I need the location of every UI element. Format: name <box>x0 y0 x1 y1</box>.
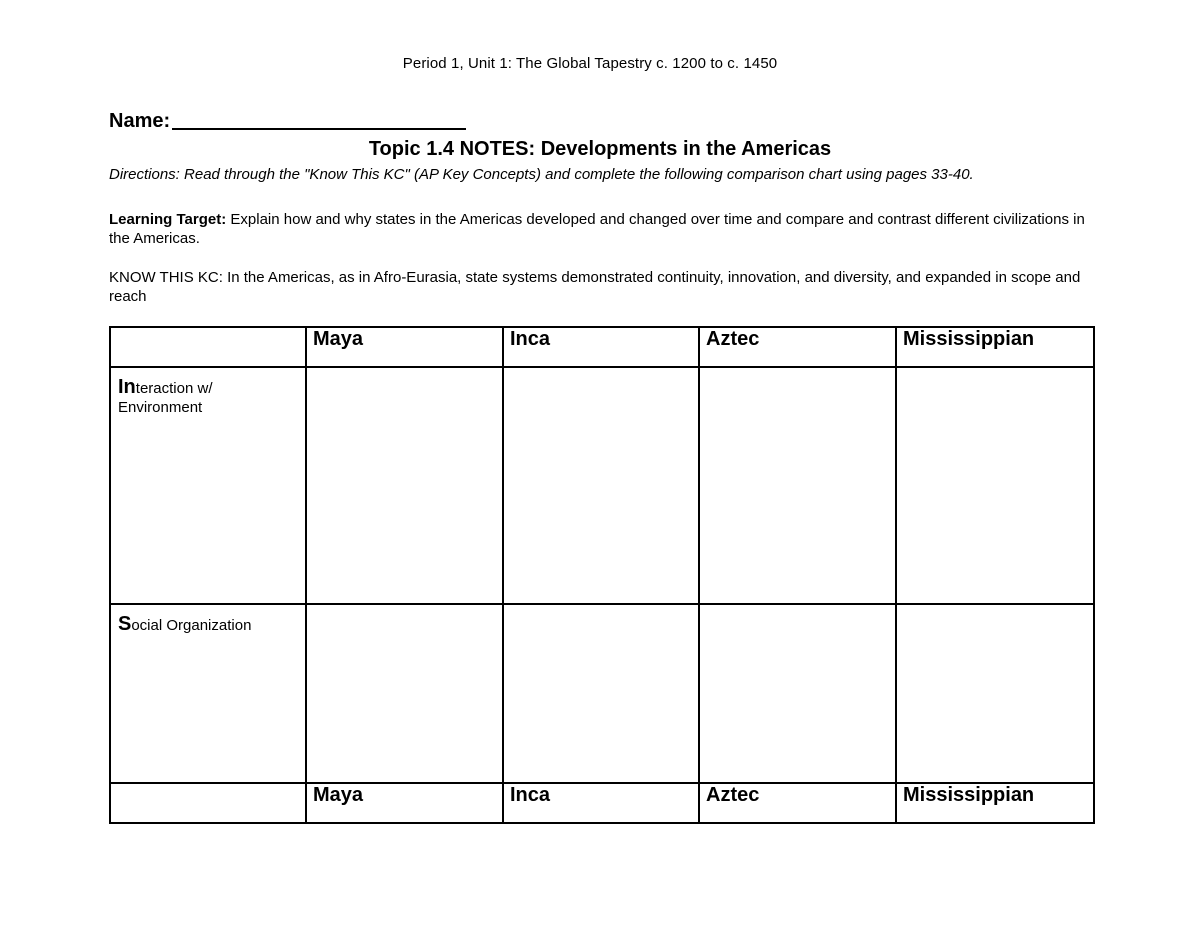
column-footer-mississippian: Mississippian <box>896 783 1094 823</box>
column-footer-maya: Maya <box>306 783 503 823</box>
name-field <box>109 109 466 133</box>
unit-header: Period 1, Unit 1: The Global Tapestry c. 1200 to c. 1450 <box>402 55 778 72</box>
directions-text: Directions: Read through the "Know This KC" (AP Key Concepts) and complete the following comparison chart using pages 33-40. <box>109 166 974 183</box>
learning-target <box>109 210 1099 248</box>
row-label-rest: ocial Organization <box>131 617 252 634</box>
table-footer-row <box>110 783 1094 823</box>
comparison-chart <box>109 326 1095 824</box>
table-row-environment <box>110 367 1094 604</box>
table-header-row <box>110 327 1094 367</box>
know-this-kc-text: KNOW THIS KC: In the Americas, as in Afro-Eurasia, state systems demonstrated continuity, innovation, and diversity, and expanded in scope and reach <box>109 269 1081 305</box>
page-title: Topic 1.4 NOTES: Developments in the Americas <box>368 138 832 160</box>
table-corner-cell <box>110 783 306 823</box>
row-label-initial: S <box>118 613 132 635</box>
name-blank-line <box>172 109 466 130</box>
learning-target-text: Explain how and why states in the Americas developed and changed over time and compare and contrast different civilizations in the Americas. <box>109 211 1085 247</box>
table-row-social <box>110 604 1094 783</box>
answer-cell[interactable] <box>503 604 699 783</box>
answer-cell[interactable] <box>896 367 1094 604</box>
column-header-inca: Inca <box>503 327 699 367</box>
row-label-social <box>110 604 306 783</box>
answer-cell[interactable] <box>699 604 896 783</box>
table-corner-cell <box>110 327 306 367</box>
row-label-initial: In <box>118 376 136 398</box>
column-header-mississippian: Mississippian <box>896 327 1094 367</box>
answer-cell[interactable] <box>306 604 503 783</box>
answer-cell[interactable] <box>503 367 699 604</box>
answer-cell[interactable] <box>699 367 896 604</box>
answer-cell[interactable] <box>306 367 503 604</box>
row-label-rest: teraction w/ Environment <box>118 380 213 416</box>
column-footer-inca: Inca <box>503 783 699 823</box>
column-header-maya: Maya <box>306 327 503 367</box>
name-label: Name: <box>109 110 171 132</box>
column-header-aztec: Aztec <box>699 327 896 367</box>
answer-cell[interactable] <box>896 604 1094 783</box>
learning-target-label: Learning Target: <box>109 211 227 228</box>
column-footer-aztec: Aztec <box>699 783 896 823</box>
row-label-environment <box>110 367 306 604</box>
